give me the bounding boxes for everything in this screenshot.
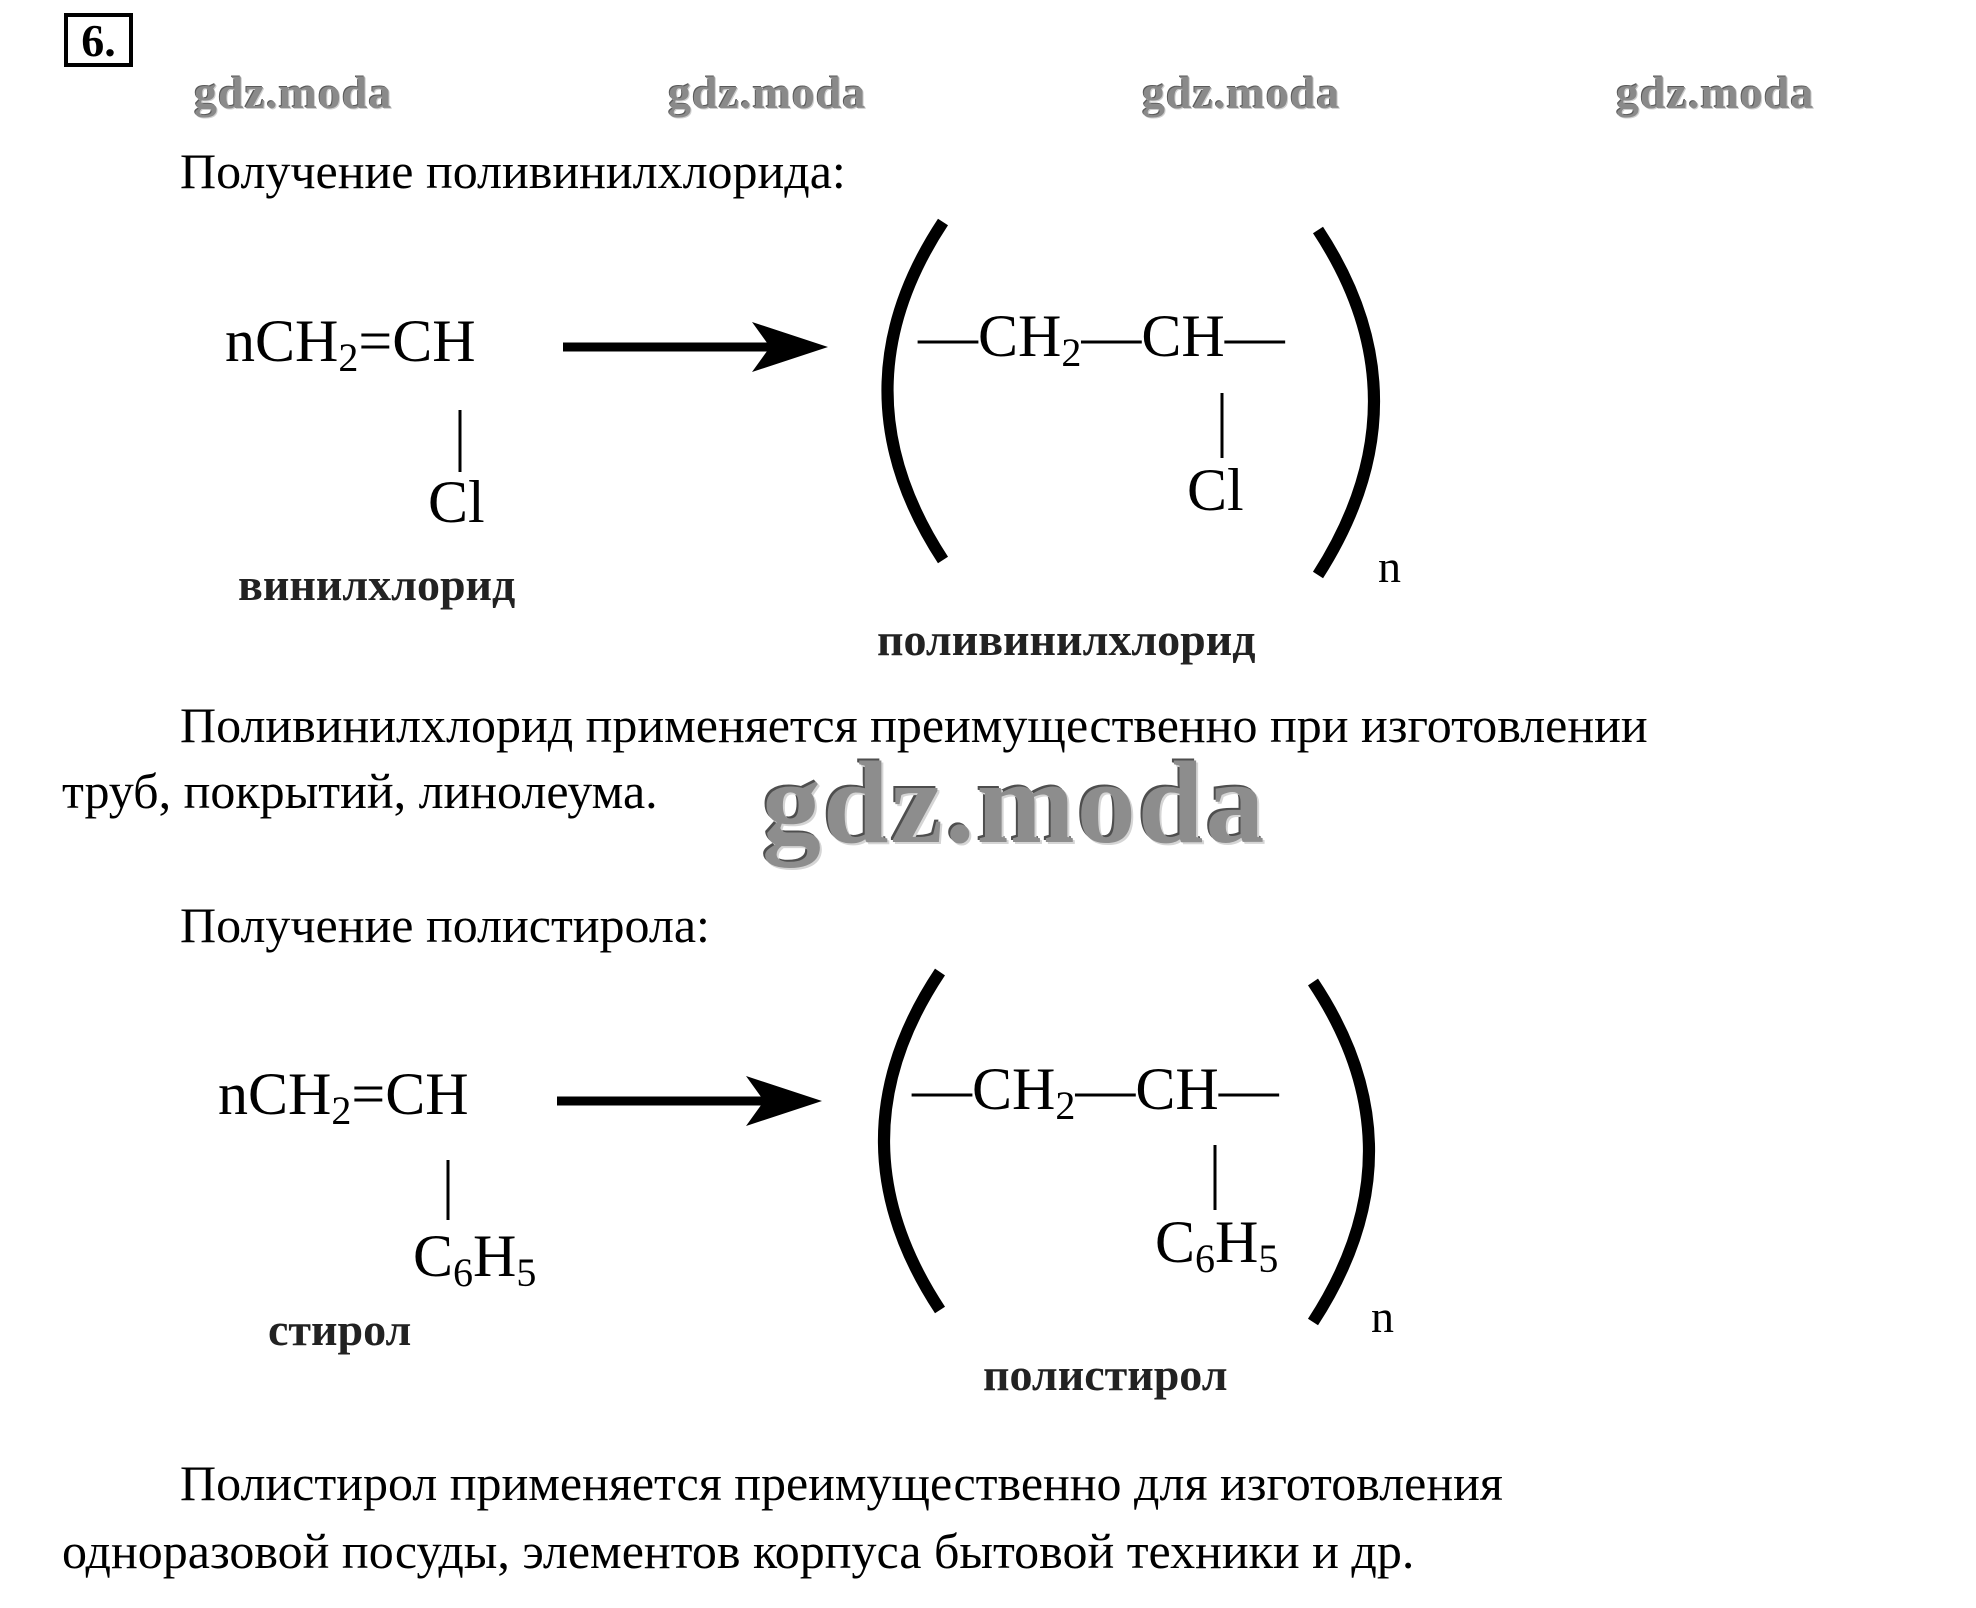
usage-text-line1: Полистирол применяется преимущественно для изготовления	[180, 1455, 1503, 1511]
reactant-substituent: Cl	[428, 469, 485, 535]
product-name: поливинилхлорид	[877, 614, 1256, 665]
product-name: полистирол	[983, 1349, 1228, 1400]
polymer-index: n	[1378, 541, 1401, 592]
reactant-name: винилхлорид	[238, 559, 516, 610]
product-formula: $—CH_2—CH—$	[912, 1056, 1279, 1128]
usage-text-line1: Поливинилхлорид применяется преимущественно при изготовлении	[180, 697, 1648, 753]
usage-text-line2: труб, покрытий, линолеума.	[62, 763, 658, 819]
watermark: gdz.moda	[1616, 67, 1815, 118]
section2-heading: Получение полистирола:	[180, 897, 710, 953]
left-bracket	[888, 222, 944, 560]
reactant-formula: nCH$_2$=CH	[225, 308, 476, 380]
right-bracket	[1318, 230, 1374, 575]
reactant-formula: nCH$_2$=CH	[218, 1061, 469, 1133]
right-bracket	[1313, 982, 1369, 1322]
section1-heading: Получение поливинилхлорида:	[180, 143, 846, 199]
task-number: 6.	[64, 13, 133, 67]
reactant-name: стирол	[268, 1304, 412, 1355]
product-substituent: Cl	[1187, 457, 1244, 523]
watermark: gdz.moda	[668, 67, 867, 118]
product-formula: $—CH_2—CH—$	[918, 303, 1285, 375]
usage-text-line2: одноразовой посуды, элементов корпуса бытовой техники и др.	[62, 1523, 1415, 1579]
reaction-arrow-1	[563, 322, 828, 372]
left-bracket	[884, 972, 940, 1310]
watermark: gdz.moda	[1142, 67, 1341, 118]
product-substituent: $C_6H_5$	[1155, 1209, 1279, 1281]
reaction-arrow-2	[557, 1076, 822, 1126]
watermark-large: gdz.moda	[762, 737, 1267, 868]
reactant-substituent: $C_6H_5$	[413, 1223, 537, 1295]
watermark: gdz.moda	[194, 67, 393, 118]
polymer-index: n	[1371, 1291, 1394, 1342]
